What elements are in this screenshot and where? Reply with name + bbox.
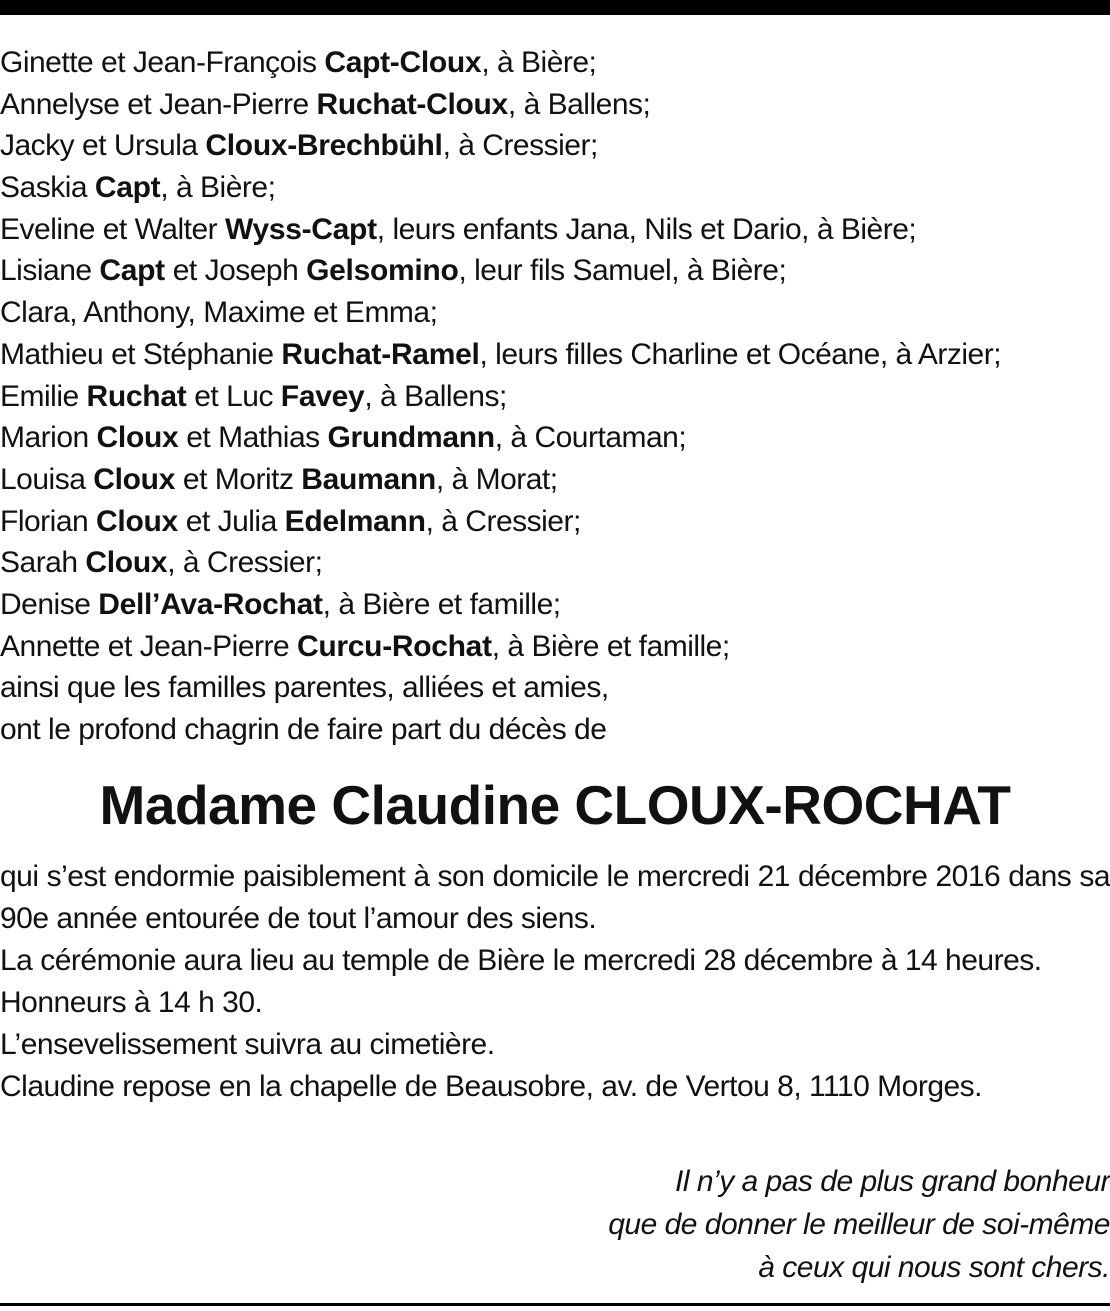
ceremony-paragraph: La cérémonie aura lieu au temple de Bière le mercredi 28 décembre à 14 heures.	[0, 944, 1042, 977]
top-border-rule	[0, 0, 1110, 15]
family-line: Mathieu et Stéphanie Ruchat-Ramel, leurs filles Charline et Océane, à Arzier;	[0, 337, 1002, 371]
family-line: Louisa Cloux et Moritz Baumann, à Morat;	[0, 462, 558, 496]
family-line: Emilie Ruchat et Luc Favey, à Ballens;	[0, 379, 507, 413]
family-line: Clara, Anthony, Maxime et Emma;	[0, 296, 438, 330]
quote-line: à ceux qui nous sont chers.	[758, 1251, 1110, 1284]
honours-paragraph: Honneurs à 14 h 30.	[0, 986, 263, 1019]
family-line: Jacky et Ursula Cloux-Brechbühl, à Cressier;	[0, 129, 598, 163]
family-line: Eveline et Walter Wyss-Capt, leurs enfants Jana, Nils et Dario, à Bière;	[0, 212, 917, 246]
family-line: Annette et Jean-Pierre Curcu-Rochat, à Bière et famille;	[0, 629, 730, 663]
quote-line: que de donner le meilleur de soi-même	[608, 1208, 1110, 1241]
family-line: Lisiane Capt et Joseph Gelsomino, leur fils Samuel, à Bière;	[0, 254, 787, 288]
quote-line: Il n’y a pas de plus grand bonheur	[675, 1165, 1110, 1198]
family-line: Denise Dell’Ava-Rochat, à Bière et famille;	[0, 587, 561, 621]
family-line: Marion Cloux et Mathias Grundmann, à Courtaman;	[0, 421, 687, 455]
family-line: Saskia Capt, à Bière;	[0, 171, 276, 205]
family-line: ont le profond chagrin de faire part du décès de	[0, 713, 607, 746]
family-line: Sarah Cloux, à Cressier;	[0, 546, 323, 580]
family-line: ainsi que les familles parentes, alliées et amies,	[0, 671, 609, 705]
family-line: Annelyse et Jean-Pierre Ruchat-Cloux, à Ballens;	[0, 87, 651, 121]
resting-place-paragraph: Claudine repose en la chapelle de Beausobre, av. de Vertou 8, 1110 Morges.	[0, 1070, 983, 1103]
closing-quote	[0, 1160, 1110, 1289]
deceased-name-heading: Madame Claudine CLOUX-ROCHAT	[99, 774, 1011, 836]
family-list	[0, 42, 1110, 751]
family-line: Florian Cloux et Julia Edelmann, à Cressier;	[0, 504, 581, 538]
burial-paragraph: L’ensevelissement suivra au cimetière.	[0, 1028, 495, 1061]
death-paragraph: qui s’est endormie paisiblement à son domicile le mercredi 21 décembre 2016 dans sa 90e année entourée de tout l’amour des siens.	[0, 860, 1110, 935]
family-line: Ginette et Jean-François Capt-Cloux, à Bière;	[0, 46, 597, 79]
announcement-body	[0, 856, 1110, 1108]
bottom-border-rule	[0, 1303, 1110, 1306]
